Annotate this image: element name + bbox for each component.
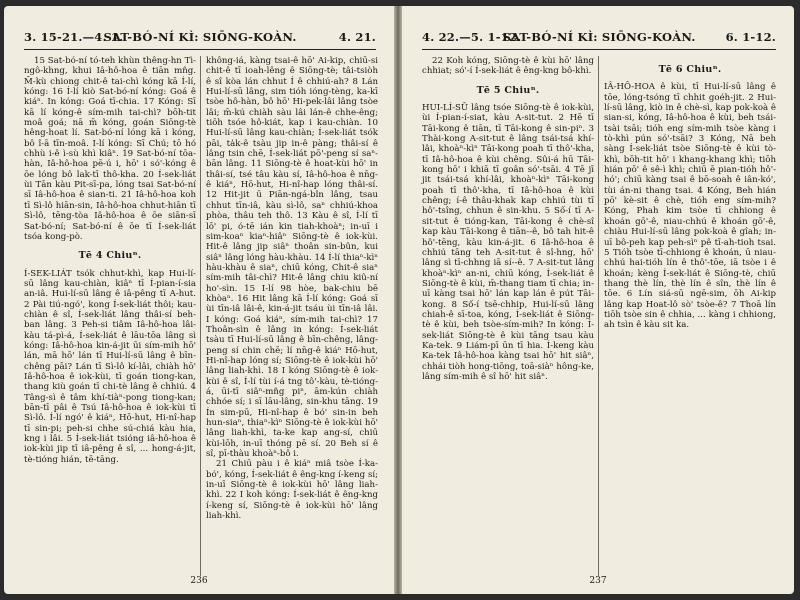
header-rule [24, 49, 376, 50]
left-column-2 [206, 56, 378, 521]
page-number: 237 [589, 576, 607, 586]
verse-block: HUI-LÍ-SŪ lâng tsóe Siōng-tè ê iok-kùi, ùi Í-pian-í-siat, kàu A-sit-tut. 2 Hē tī Tāi-kong ê tiān, tī Tāi-kong ê sin-piⁿ. 3 Thài-kong A-sit-tut ê lâng tsái-tsá khí-lâi, khoàⁿ-kìⁿ Tāi-kong poah tī thô'-kha, tī Iâ-hô-hoa ê kùi chêng. Sûi-á hū Tāi-kong hō' i khiā tī goân só'-tsāi. 4 Tē jī jit tsái-tsá khí-lâi, khoàⁿ-kìⁿ Tāi-kong poah tī thô'-kha, tī Iâ-hô-hoa ê kùi chêng; í-ê thâu-khak kap chhiú tùi tī hô'-tsîng, chhun ê sin-khu. 5 Số-í tī A-sit-tut ê tióng-kan, Tāi-kong ê chè-sî kap kàu Tāi-kong ê tiān--ê, bô tah hit-ê hô'-tēng, kàu kin-á-jit. 6 Iâ-hô-hoa ê chhiú tāng teh A-sit-tut ê sî-hng, hō' lâng sì tī-chhng iā sí--ê. 7 A-sit-tut lâng khoàⁿ-kìⁿ an-ni, chiū kóng, Í-sek-liát ê Siōng-tè ê kùi, m̄-thang tiam tī chia; in-uī kàng tsai hō' lán kap lán ê pút Tāi-kong. 8 Số-í tsē-chhip, Hui-lí-sū lâng chiah-ê sī-toa, kóng, Í-sek-liát ê Siōng-tè ê kùi, beh tsòe-sím-mih? In kóng: Í-sek-liát Siōng-tè ê kùi tāng tsau kàu Ka-tek. 9 Liám-pī ūn tī hia. Í-keng kàu Ka-tek Iâ-hô-hoa kàng tsai hō' hit siâⁿ, chhái tiòh hong-tiōng, toā-siàⁿ hông-ke, lâng sím-mih ê sî hō' hit siâⁿ. [422, 103, 594, 382]
verse-block: 22 Koh kóng, Siōng-tè ê kùi hō' lâng chhiat; só'-í Í-sek-liát ê êng-kng bô-khì. [422, 56, 594, 77]
left-header-chapter: 4. 21. [338, 30, 376, 44]
book-gutter [394, 6, 402, 594]
chapter-heading: Tē 6 Chiuⁿ. [658, 64, 722, 75]
left-page-header [24, 30, 376, 46]
right-column-2 [604, 56, 776, 331]
column-divider [200, 56, 201, 576]
left-header-ref: 3. 15-21.—4. 1. [24, 30, 124, 44]
verse-block: không-iá, kàng tsai-ê hō' Ai-kip, chiū-si chit-ê tī ioah-lêng ê Siōng-tè; tâi-tsiòh ê sî kòa lán chhut Í ê chhiú-ah? 8 Lán Hui-lí-sū lâng, sim tióh ióng-tèng, ka-kī tsòe hô-hàn, bô hō' Hi-pek-lâi lâng tsòe lâi; m̄-kú chiàh sàu lâi lán-ê chhe-êng; tiōh tsóe hô-kiát, kap i kau-chiàn. 10 Hui-lí-sū lâng kau-chiàn; Í-sek-liát tsók pāi, ta̍k-ê tsàu jip in-ê pàng; thâi-sí ê lâng tsin chē, Í-sek-liát pō'-peng sí saⁿ-bān lâng. 11 Siōng-tè ê hoat-kùi hō' in thâi-sí, tsé tâu kàu sí, Iâ-hô-hoa ê nn̄g-ê kiáⁿ, Hō-hut, Hi-nî-hap lóng thâi-sí. 12 Hit-jit ū Piān-ngá-bîn lâng, tsau chhut tīn-iâ, kàu sì-lô, saⁿ chhiú-khoa phòa, thâu teh thô. 13 Kàu ê sî, Í-lí tī lō' pi, ó-tē ián kin tiah-khoàⁿ; in-uī i sim-koaⁿ kiaⁿ-hiâⁿ Siōng-tè ê iok-kùi. Hit-ê lâng jip siâⁿ thoân sin-bûn, kui siâⁿ lâng lóng hàu-khàu. 14 Í-lí thiaⁿ-kìⁿ hàu-khàu ê siaⁿ, chiū kóng, Chit-ê siaⁿ sím-mih tâi-chì? Hit-ê lâng chiu kiû-ní ho'-sìn. 15 I-lí 98 hòe, bak-chiu bē khòaⁿ. 16 Hit lâng kā Í-lí kóng: Goá sī ùi tīn-iâ lâi-ê, kin-á-jit tsáu ùi tīn-iâ lâi. I kóng: Goá kiáⁿ, sím-mih tai-chì? 17 Thoân-sìn ê lâng in kóng: Í-sek-liát tsàu tī Hui-lí-sū lâng ê bīn-chêng, lâng-peng sí chin chē; lí nn̄g-ê kiáⁿ Hō-hut, Hi-nî-hap lóng sí; Siōng-tè ê iok-kùi hō' lâng liah-khì. 18 I kóng Siōng-tè ê iok-kùi ê sî, Í-lí tùi í-á tng tô'-kàu, tè-tióng-á, ūi-tī siâⁿ-mn̂g piⁿ, ām-kún chiàh chhóe sí; i sī lāu-lâng, sin-khu tāng. 19 Ín sim-pū, Hi-nî-hap ê bó' sin-in beh hun-siaⁿ, thiaⁿ-kìⁿ Siōng-tè ê iok-kùi hō' lâng liah-khì, ta-ke kap ang-sí, chiū kùi-lōh, in-uī thóng pē sí. 20 Beh sí ê sî, pī-thàu khoàⁿ-bô i. [206, 56, 378, 460]
verse-block: 21 Chiū pàu i ê kiáⁿ miâ tsòe Í-ka-bó', kóng, Í-sek-liát ê êng-kng í-keng sí; in-uī Siōng-tè ê iok-kùi hō' lâng liah-khì. 22 I koh kóng: Í-sek-liát ê êng-kng í-keng sí, Siōng-tè ê iok-kùi hō' lâng liah-khì. [206, 459, 378, 522]
page-number: 236 [190, 576, 208, 586]
right-page [402, 6, 794, 594]
left-page [4, 6, 394, 594]
right-header-ref: 4. 22.—5. 1-12. [422, 30, 522, 44]
right-header-title: SAT-BÓ-NÍ KÌ: SIŌNG-KOÀN. [502, 30, 696, 44]
chapter-heading: Tē 5 Chiuⁿ. [476, 84, 540, 96]
verse-block: Í-SEK-LIÁT tsók chhut-khì, kap Hui-lí-sū lâng kau-chiàn, kiâⁿ tī Í-pian-í-sia an-iâ. Hui-lí-sū lâng ê iâ-pêng tī A-hut. 2 Pài tiú-ngó', kong Í-sek-liát thôi; kau-chiàn ê sî, Í-sek-liát lâng thâi-sí beh-ban lâng. 3 Peh-si tiâm Iâ-hô-hoa lâi-kàu tá-pì-á, Í-sek-liát ê lāu-tōa lâng sì kóng: Iâ-hô-hoa kin-á-jit ūi sím-mih hō' lán, mā hō' lán tī Hui-lí-sū lâng ê bīn-chêng pāi? Lán tī Sì-lô kí-lâi, chiàh hō' Iâ-hô-hoa ê iok-kùi, tī goán tiong-kan, thang kiù goán tī chi-tè lâng ê chhiú. 4 Tâng-sì ê tâm khí-tiàⁿ-pong tiong-kan; bān-tī pâi ê Tsú Iâ-hô-hoa ê iok-kùi tī Sì-lô. Í-lí ngó' ê kiáⁿ, Hō-hut, Hi-nî-hap tī sin-pi; peh-si chhe sú-chiá kàu hia, kng i lâi. 5 Í-sek-liát tsióng iâ-hô-hoa ê iok-kùi jip tī iâ-pêng ê sî, ... hong-á-jit, tè-tióng hián, tē-tāng. [24, 268, 196, 465]
right-column-1 [422, 56, 594, 382]
verse-block: IÂ-HÔ-HOA ê kùi, tī Hui-lí-sū lâng ê tōe, lóng-tsóng tī chhit goéh-jit. 2 Hui-lí-sū lâng, kiò in ê chè-sì, kap pok-koà ê sian-si, kóng, Iâ-hô-hoa ê kùi, beh tsái-tsài tsāi; tióh eng sím-mih tsòe kàng i tò-khì pún só'-tsāi? 3 Kóng, Nā beh sàng Í-sek-liát tsòe Siōng-tè ê kùi tò-khì, bōh-tit hō' i khang-khang khì; tiōh hián pō' ê sê-ì khì; chiū ē pian-tióh hô'-hó'; chiū kàng tsai ê bō-soah ê iân-kó', tùi án-ni thang tsai. 4 Kóng, Beh hián pō' kè-sit ê chè, tióh eng sím-mih? Kóng, Phah kim tsòe tī chhiong ê khoán gō'-ê, niau-chhú ê khoán gō'-ê, chiàu Hui-lí-sū lâng pok-koà ê gîah; in-uī bô-peh kap peh-sìⁿ pê tī-ah-tioh tsai. 5 Tióh tsòe tī-chhiong ê khoán, ū niau-chhú hai-tióh lín ê thô'-tōe, iā tsòe i ê khoán; kèng Í-sek-liát ê Siōng-tè, chiū thang thè lín, thè lín ê sîn, thè lín ê tōe. 6 Lín siá-sū ngē-sim, ōh Ai-kip lâng kap Hoat-lô sò' tsòe-ê? 7 Thoā lín tiōh tsòe sin ê chhia, ... kàng i chhiong, ah tsìn ê kàu sit ka. [604, 82, 776, 331]
header-rule [422, 49, 776, 50]
column-divider [598, 56, 599, 576]
right-page-header [422, 30, 776, 46]
left-column-1 [24, 56, 196, 465]
left-header-title: SAT-BÓ-NÍ KÌ: SIŌNG-KOÀN. [103, 30, 297, 44]
chapter-heading: Tē 4 Chiuⁿ. [78, 250, 142, 262]
verse-block: 15 Sat-bó-ní tó-teh khùn thêng-hn Tì-ngô-khng, khui Iâ-hô-hoa ê tiān mn̂g. M̄-kù chiong chit-ê tai-chì kóng kā Í-lí, kóng: 16 Í-lí kiò Sat-bó-ní kóng: Goá ê kiáⁿ. In kóng: Goá tī-chia. 17 Kóng: Sī kā lí kóng-ê sím-mih tai-chì? bōh-tit moâ goá; nā m̄ kóng, goán Siōng-tè hêng-hoat lí. Sat-bó-ní lóng kā i kóng, bô î-ā tīn-moâ. I-lí kóng: Sī Chú; tō hó chhù i-ê ì-sù khì kiâⁿ. 19 Sat-bó-ní tōa-hàn, Iâ-hô-hoa pē-ú i, hō' i só'-kóng ê ōe lóng bô lak-tī thô-kha. 20 Í-sek-liát ùi Tān kàu Pit-sī-pa, lóng tsai Sat-bó-ní sī Iâ-hô-hoa ê sian-ti. 21 Iâ-hô-hoa koh tī Sì-lô hiān-sin, Iâ-hô-hoa chhut-hiān tī Sì-lô, tēng-tòa Iâ-hô-hoa ê ōe siān-sī Sat-bó-ní; Sat-bó-ní ê ōe tī Í-sek-liát tsóa kong-pò. [24, 56, 196, 242]
right-header-chapter: 6. 1-12. [725, 30, 776, 44]
